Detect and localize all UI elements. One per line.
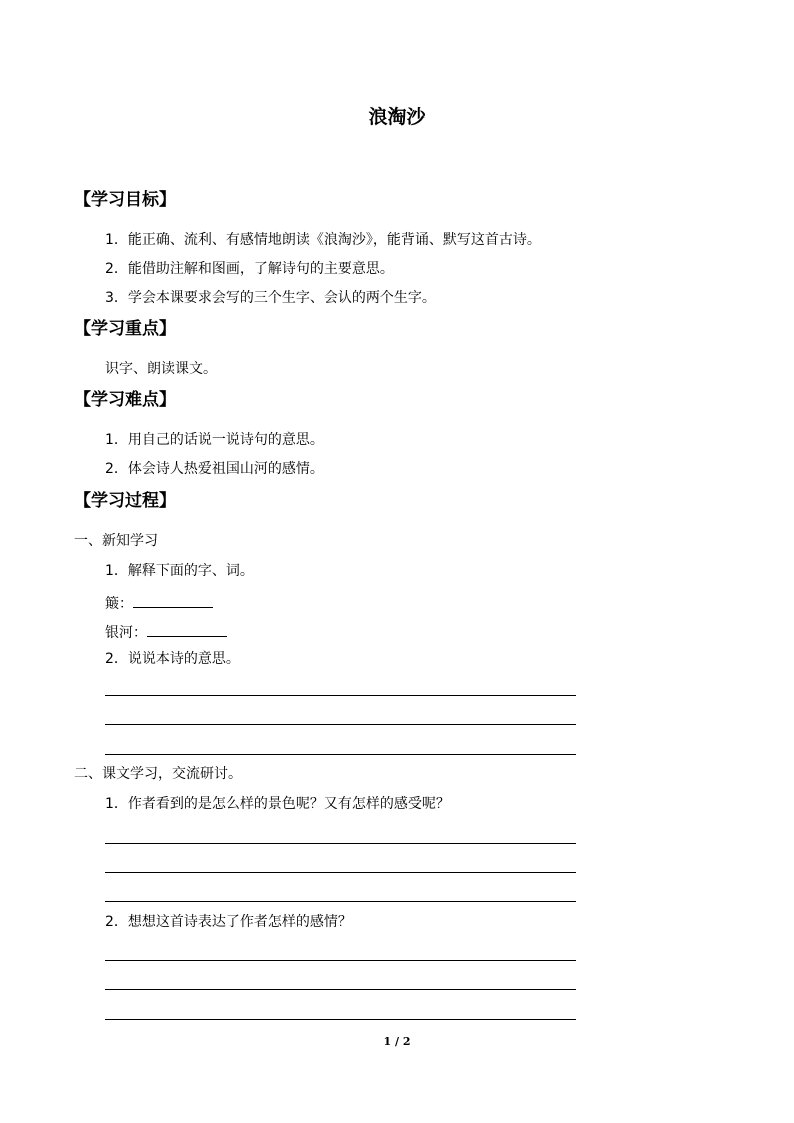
process-heading: 【学习过程】: [74, 491, 176, 511]
objectives-heading: 【学习目标】: [74, 190, 176, 210]
part2-question-1: 1．作者看到的是怎么样的景色呢？又有怎样的感受呢？: [105, 796, 450, 812]
word-item-2: [105, 622, 227, 640]
difficulty-item: 1．用自己的话说一说诗句的意思。: [105, 432, 324, 448]
answer-blank[interactable]: [147, 622, 227, 637]
word-item-1: [105, 593, 213, 611]
key-points-heading: 【学习重点】: [74, 319, 176, 339]
word-label: 银河：: [105, 625, 147, 641]
part2-heading: 二、课文学习，交流研讨。: [74, 766, 242, 782]
part1-question-2: 2．说说本诗的意思。: [105, 651, 240, 667]
difficulty-item: 2．体会诗人热爱祖国山河的感情。: [105, 461, 324, 477]
objective-item: 1．能正确、流利、有感情地朗读《浪淘沙》，能背诵、默写这首古诗。: [105, 232, 541, 248]
part1-question-1: 1．解释下面的字、词。: [105, 563, 254, 579]
answer-line[interactable]: [105, 695, 576, 696]
part2-question-2: 2．想想这首诗表达了作者怎样的感情？: [105, 914, 352, 930]
difficulties-heading: 【学习难点】: [74, 390, 176, 410]
page-number: 1 / 2: [383, 1035, 411, 1048]
answer-line[interactable]: [105, 989, 576, 990]
part1-heading: 一、新知学习: [74, 533, 158, 549]
document-title: 浪淘沙: [368, 106, 426, 128]
key-points-text: 识字、朗读课文。: [105, 361, 217, 377]
objective-item: 3．学会本课要求会写的三个生字、会认的两个生字。: [105, 290, 436, 306]
answer-line[interactable]: [105, 843, 576, 844]
word-label: 簸：: [105, 596, 133, 612]
answer-line[interactable]: [105, 754, 576, 755]
answer-line[interactable]: [105, 1019, 576, 1020]
answer-line[interactable]: [105, 960, 576, 961]
answer-line[interactable]: [105, 872, 576, 873]
answer-blank[interactable]: [133, 593, 213, 608]
objective-item: 2．能借助注解和图画，了解诗句的主要意思。: [105, 261, 394, 277]
answer-line[interactable]: [105, 724, 576, 725]
answer-line[interactable]: [105, 901, 576, 902]
